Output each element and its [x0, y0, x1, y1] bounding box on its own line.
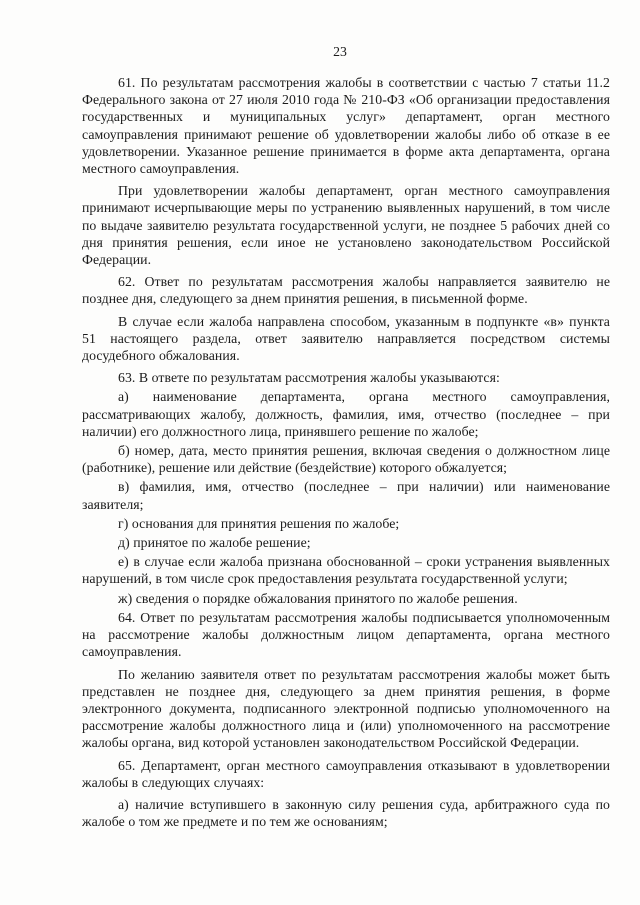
paragraph-63: 63. В ответе по результатам рассмотрения жалобы указываются: — [118, 370, 500, 386]
paragraph-61-satisfaction: При удовлетворении жалобы департамент, орган местного самоуправления принимают исчерпывающие меры по устранению выявленных нарушений, в том числе по выдаче заявителю результата государственной услуги, не позднее 5 рабочих дней со дня принятия решения, если иное не установлено законодательством Российской Федерации. — [82, 183, 610, 268]
paragraph-65: 65. Департамент, орган местного самоуправления отказывают в удовлетворении жалобы в следующих случаях: — [82, 757, 610, 790]
list-item-g: г) основания для принятия решения по жалобе; — [118, 515, 400, 531]
list-item-e: е) в случае если жалоба признана обоснованной – сроки устранения выявленных нарушений, в том числе срок предоставления результата государственной услуги; — [82, 554, 610, 587]
list-item-zh: ж) сведения о порядке обжалования принятого по жалобе решения. — [118, 590, 518, 606]
document-body — [82, 74, 610, 830]
page-number: 23 — [333, 44, 347, 59]
paragraph-64-electronic-response: По желанию заявителя ответ по результатам рассмотрения жалобы может быть представлен не позднее дня, следующего за днем принятия решения, в форме электронного документа, подписанного электронной подписью уполномоченного на рассмотрение жалобы должностного лица и (или) уполномоченного на рассмотрение жалобы органа, вид которой установлен законодательством Российской Федерации. — [82, 666, 610, 751]
paragraph-62: 62. Ответ по результатам рассмотрения жалобы направляется заявителю не позднее дня, следующего за днем принятия решения, в письменной форме. — [82, 274, 610, 307]
list-item-b: б) номер, дата, место принятия решения, включая сведения о должностном лице (работнике), решение или действие (бездействие) которого обжалуется; — [82, 443, 610, 476]
paragraph-65-item-a: а) наличие вступившего в законную силу решения суда, арбитражного суда по жалобе о том же предмете и по тем же основаниям; — [82, 796, 610, 830]
paragraph-61: 61. По результатам рассмотрения жалобы в соответствии с частью 7 статьи 11.2 Федерального закона от 27 июля 2010 года № 210-ФЗ «Об организации предоставления государственных и муниципальных услуг» департамент, орган местного самоуправления принимают решение об удовлетворении жалобы либо об отказе в ее удовлетворении. Указанное решение принимается в форме акта департамента, органа местного самоуправления. — [82, 75, 610, 177]
list-item-d: д) принятое по жалобе решение; — [118, 535, 311, 551]
paragraph-64: 64. Ответ по результатам рассмотрения жалобы подписывается уполномоченным на рассмотрение жалобы должностным лицом департамента, органа местного самоуправления. — [82, 609, 610, 660]
list-item-v: в) фамилия, имя, отчество (последнее – при наличии) или наименование заявителя; — [82, 479, 610, 512]
paragraph-62-electronic: В случае если жалоба направлена способом, указанным в подпункте «в» пункта 51 настоящего раздела, ответ заявителю направляется посредством системы досудебного обжалования. — [82, 313, 610, 364]
list-item-a: а) наименование департамента, органа местного самоуправления, рассматривающих жалобу, должность, фамилия, имя, отчество (последнее – при наличии) его должностного лица, принявшего решение по жалобе; — [82, 389, 610, 439]
